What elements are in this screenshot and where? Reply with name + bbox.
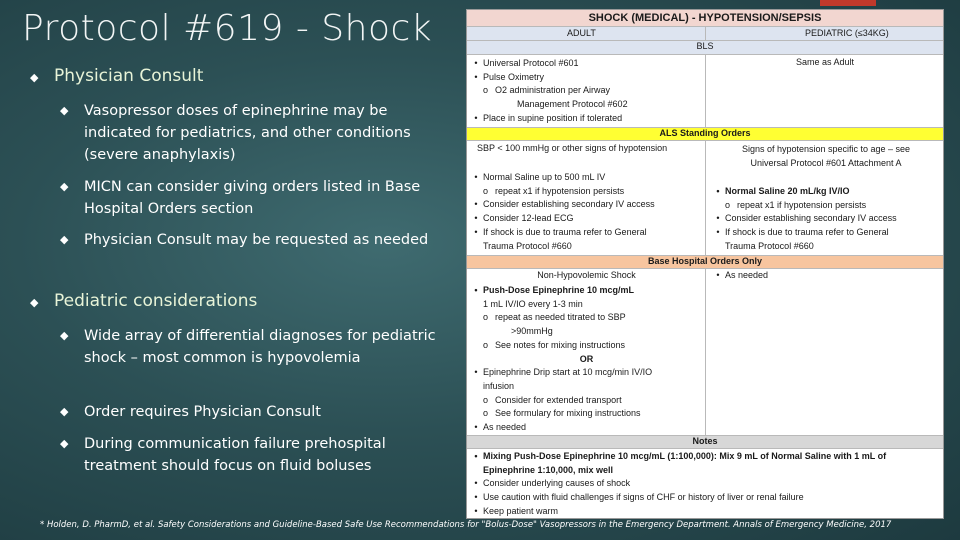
list-item: o See formulary for mixing instructions: [469, 407, 704, 421]
base-orders-header: Base Hospital Orders Only: [467, 255, 943, 269]
list-item: • Epinephrine Drip start at 10 mcg/min IV/IO: [469, 366, 704, 380]
list-item: [60, 401, 450, 423]
bullet-heading: Physician Consult: [54, 66, 204, 86]
list-item: • Consider establishing secondary IV access: [469, 198, 704, 212]
footnote: * Holden, D. PharmD, et al. Safety Considerations and Guideline-Based Safe Use Recommendations for "Bolus-Dose" Vasopressors in the Emergency Department. Annals of Emergency Medicine, 2017: [40, 520, 892, 530]
list-item: • Consider 12-lead ECG: [469, 212, 704, 226]
slide-title: Protocol #619 - Shock: [22, 8, 433, 49]
als-pediatric-header: [709, 143, 943, 170]
column-divider: [705, 269, 706, 435]
list-item: • Pulse Oximetry: [469, 71, 704, 85]
column-divider: [705, 141, 706, 255]
list-item: o See notes for mixing instructions: [469, 339, 704, 353]
list-item: • If shock is due to trauma refer to General: [711, 226, 943, 240]
base-pediatric: • As needed: [711, 270, 943, 280]
adult-header: ADULT: [567, 28, 596, 38]
list-item: • As needed: [469, 421, 704, 435]
als-adult: [469, 171, 704, 253]
base-adult-header: Non-Hypovolemic Shock: [537, 270, 636, 280]
list-item: • Use caution with fluid challenges if signs of CHF or history of liver or renal failure: [469, 491, 943, 505]
diamond-bullet-icon: ◆: [30, 71, 39, 84]
list-item: Management Protocol #602: [517, 99, 628, 110]
bullet-text: Physician Consult may be requested as needed: [84, 232, 429, 248]
bullet-text: Order requires Physician Consult: [84, 404, 321, 420]
list-item: • Normal Saline up to 500 mL IV: [469, 171, 704, 185]
bullet-text: Vasopressor doses of epinephrine may be indicated for pediatrics, and other conditions (severe anaphylaxis): [84, 103, 411, 163]
list-item: o repeat as needed titrated to SBP: [469, 311, 704, 325]
list-item: • Keep patient warm: [469, 505, 943, 519]
list-item: infusion: [483, 380, 515, 391]
bullet-text: MICN can consider giving orders listed in Base Hospital Orders section: [84, 179, 421, 217]
list-item: • If shock is due to trauma refer to General: [469, 226, 704, 240]
list-item: Trauma Protocol #660: [725, 240, 814, 251]
accent-bar: [820, 0, 876, 6]
list-item: 1 mL IV/IO every 1-3 min: [483, 298, 583, 309]
diamond-bullet-icon: ◆: [60, 437, 69, 450]
bls-pediatric: Same as Adult: [795, 57, 855, 67]
als-adult-header: SBP < 100 mmHg or other signs of hypotension: [477, 143, 668, 153]
list-item: Epinephrine 1:10,000, mix well: [483, 464, 614, 475]
list-item: [60, 325, 450, 369]
column-divider: [705, 55, 706, 127]
bullet-heading: Pediatric considerations: [54, 291, 258, 311]
list-item: o Consider for extended transport: [469, 394, 704, 408]
bls-header: BLS: [467, 41, 943, 55]
notes-list: [469, 450, 943, 519]
list-item: • Consider underlying causes of shock: [469, 477, 943, 491]
list-item: [60, 176, 450, 220]
bullet-physician-consult: [30, 66, 203, 86]
list-item: [60, 433, 450, 477]
column-divider: [705, 27, 706, 41]
list-item: o repeat x1 if hypotension persists: [469, 185, 704, 199]
protocol-title: SHOCK (MEDICAL) - HYPOTENSION/SEPSIS: [467, 10, 943, 27]
list-item: Trauma Protocol #660: [483, 240, 572, 251]
list-item: >90mmHg: [511, 326, 553, 337]
als-header: ALS Standing Orders: [467, 127, 943, 141]
diamond-bullet-icon: ◆: [60, 405, 69, 418]
bullet-pediatric: [30, 291, 257, 311]
diamond-bullet-icon: ◆: [30, 296, 39, 309]
diamond-bullet-icon: ◆: [60, 180, 69, 193]
list-item: [60, 100, 450, 166]
list-item: • Mixing Push-Dose Epinephrine 10 mcg/mL (1:100,000): Mix 9 mL of Normal Saline with 1 mL of: [469, 450, 943, 464]
list-item: [60, 229, 450, 251]
pediatric-header: PEDIATRIC (≤34KG): [805, 28, 889, 38]
als-pediatric: [711, 185, 943, 254]
bls-adult: [469, 57, 704, 126]
list-item: • Place in supine position if tolerated: [469, 112, 704, 126]
als-pediatric-header-line: Universal Protocol #601 Attachment A: [750, 157, 902, 168]
list-item: OR: [579, 353, 594, 364]
bullet-text: During communication failure prehospital treatment should focus on fluid boluses: [84, 436, 386, 474]
protocol-table: [466, 9, 944, 519]
list-item: o repeat x1 if hypotension persists: [711, 199, 943, 213]
notes-header: Notes: [467, 435, 943, 449]
als-pediatric-header-line: Signs of hypotension specific to age – see: [741, 144, 911, 154]
diamond-bullet-icon: ◆: [60, 329, 69, 342]
list-item: • Consider establishing secondary IV access: [711, 212, 943, 226]
bullet-text: Wide array of differential diagnoses for pediatric shock – most common is hypovolemia: [84, 328, 436, 366]
list-item: • Push-Dose Epinephrine 10 mcg/mL: [469, 284, 704, 298]
list-item: o O2 administration per Airway: [469, 84, 704, 98]
diamond-bullet-icon: ◆: [60, 233, 69, 246]
list-item: • Normal Saline 20 mL/kg IV/IO: [711, 185, 943, 199]
list-item: • Universal Protocol #601: [469, 57, 704, 71]
base-adult: [469, 284, 704, 435]
diamond-bullet-icon: ◆: [60, 104, 69, 117]
